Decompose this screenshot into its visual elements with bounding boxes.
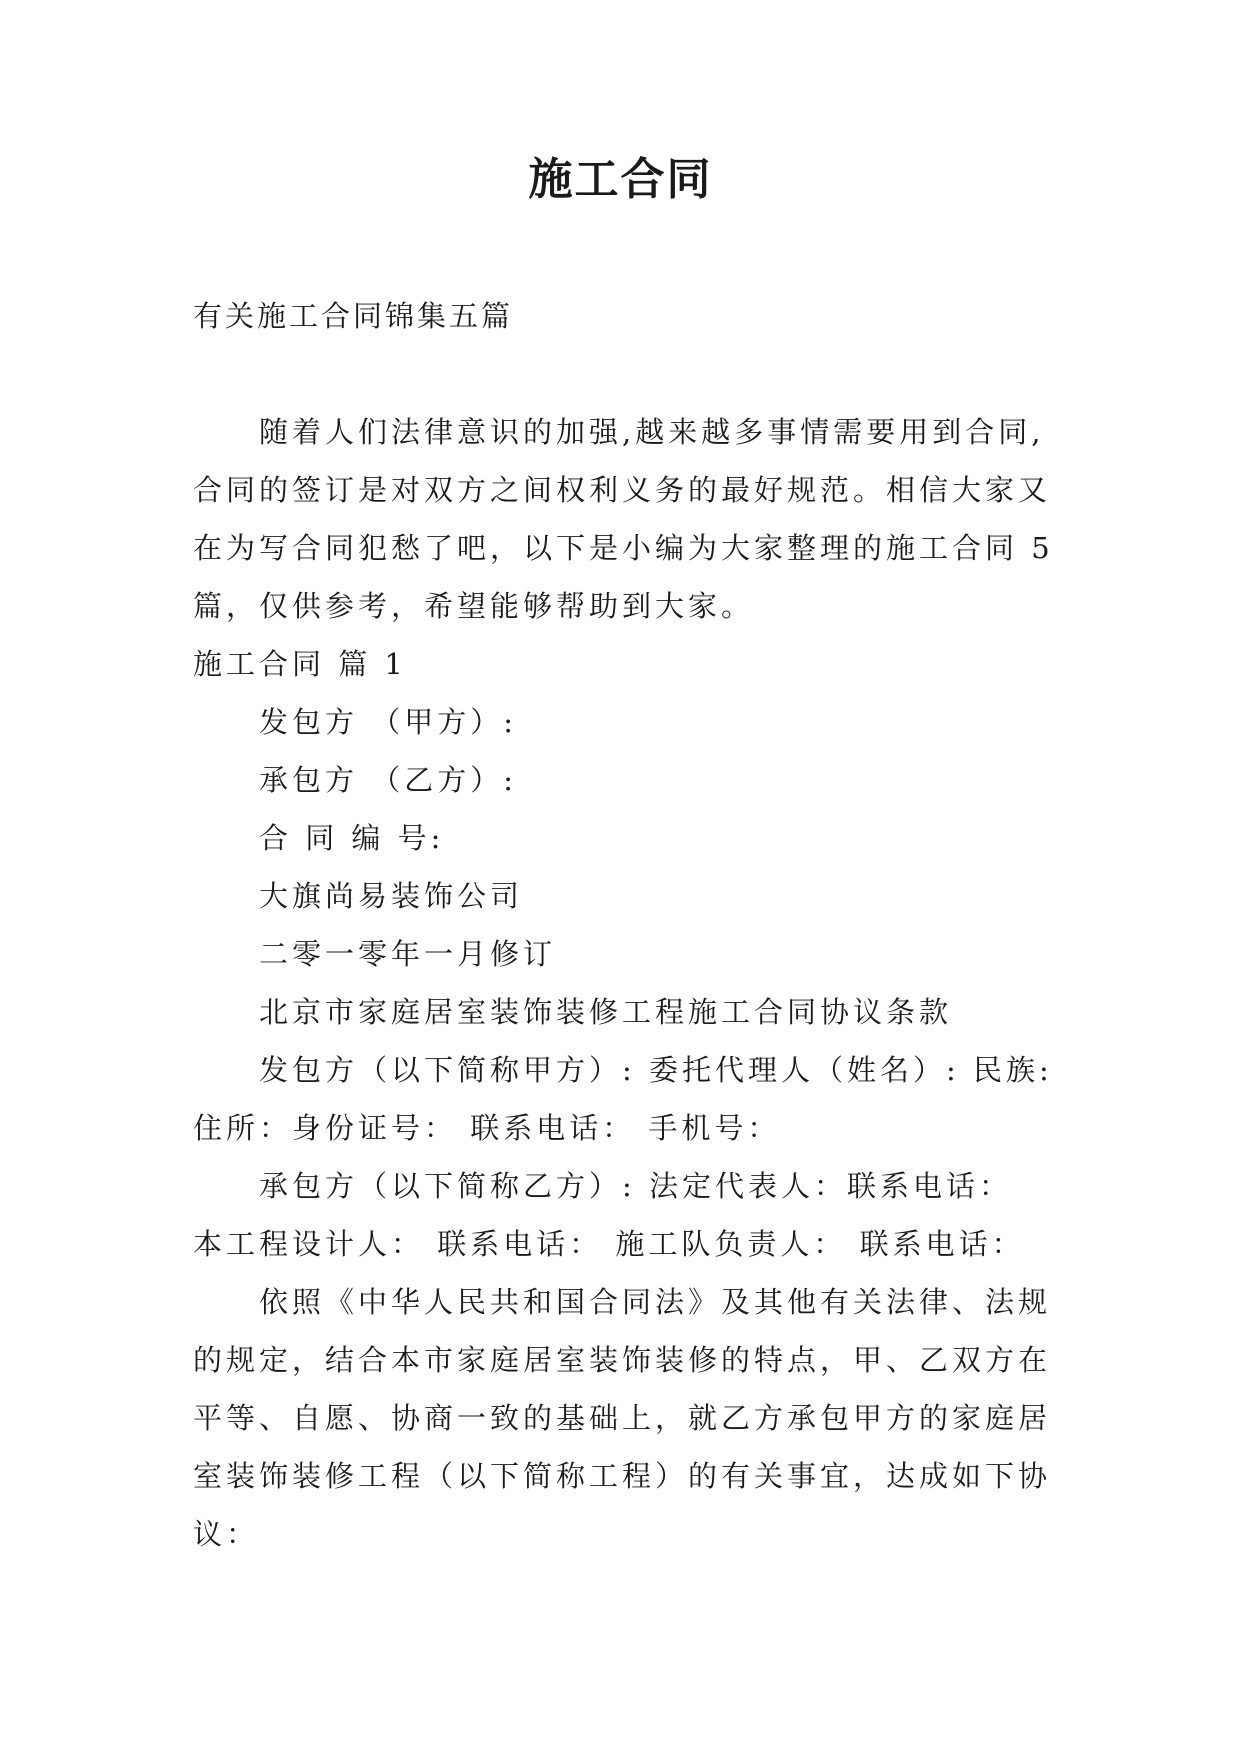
party-b-details-line: 承包方（以下简称乙方）: 法定代表人：联系电话：: [259, 1169, 1012, 1203]
party-a-details-line: 住所：身份证号： 联系电话： 手机号：: [193, 1111, 781, 1145]
intro-line: 合同的签订是对双方之间权利义务的最好规范。相信大家又: [193, 473, 1052, 507]
legal-basis-line: 的规定，结合本市家庭居室装饰装修的特点，甲、乙双方在: [193, 1343, 1052, 1377]
legal-basis-line: 依照《中华人民共和国合同法》及其他有关法律、法规: [259, 1285, 1052, 1319]
legal-basis-line: 平等、自愿、协商一致的基础上，就乙方承包甲方的家庭居: [193, 1401, 1052, 1435]
intro-paragraph: [193, 403, 1054, 635]
contract-number-field: 合 同 编 号:: [259, 821, 445, 855]
intro-line: 篇，仅供参考，希望能够帮助到大家。: [193, 589, 755, 623]
revision-date: 二零一零年一月修订: [259, 937, 557, 971]
document-subtitle: 有关施工合同锦集五篇: [193, 299, 514, 333]
party-a-details-line: 发包方（以下简称甲方）: 委托代理人（姓名）: 民族:: [259, 1053, 1053, 1087]
legal-basis-paragraph: [193, 1273, 1050, 1563]
intro-line: 在为写合同犯愁了吧，以下是小编为大家整理的施工合同 5: [193, 531, 1054, 565]
party-b-field: 承包方 （乙方）:: [259, 763, 517, 797]
party-a-details: [193, 1041, 1053, 1157]
party-a-field: 发包方 （甲方）:: [259, 705, 517, 739]
company-name: 大旗尚易装饰公司: [259, 879, 524, 913]
section-heading: 施工合同 篇 1: [193, 647, 407, 681]
intro-line: 随着人们法律意识的加强,越来越多事情需要用到合同,: [259, 415, 1045, 449]
document-body: [193, 403, 1054, 1563]
document-title: 施工合同: [528, 154, 713, 205]
agreement-title: 北京市家庭居室装饰装修工程施工合同协议条款: [259, 995, 953, 1029]
legal-basis-line: 室装饰装修工程（以下简称工程）的有关事宜，达成如下协: [193, 1459, 1052, 1493]
party-b-details: [193, 1157, 1050, 1273]
legal-basis-line: 议：: [193, 1517, 260, 1551]
party-b-details-line: 本工程设计人： 联系电话： 施工队负责人： 联系电话：: [193, 1227, 1025, 1261]
